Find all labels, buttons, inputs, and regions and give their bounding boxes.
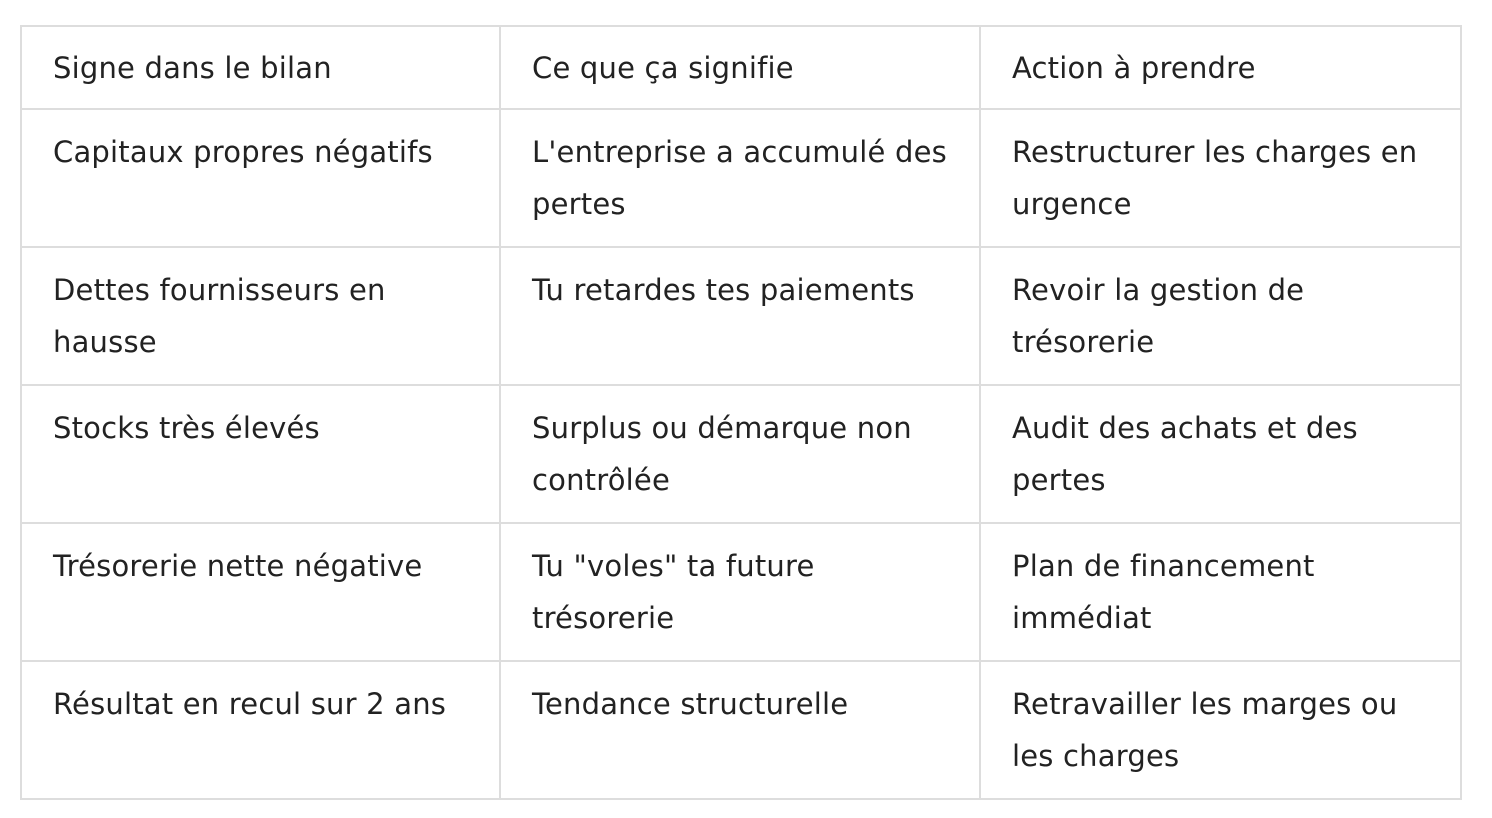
cell-signification: Tu retardes tes paiements [500,247,980,385]
table-row [21,661,1461,799]
cell-signe: Dettes fournisseurs en hausse [21,247,500,385]
cell-signification: Surplus ou démarque non contrôlée [500,385,980,523]
cell-signification: Tu "voles" ta future trésorerie [500,523,980,661]
table-header-row [21,26,1461,109]
header-signe: Signe dans le bilan [21,26,500,109]
table-row [21,247,1461,385]
diagnostic-table-container [20,25,1462,800]
table-row [21,109,1461,247]
cell-signe: Trésorerie nette négative [21,523,500,661]
cell-action: Retravailler les marges ou les charges [980,661,1461,799]
cell-signification: L'entreprise a accumulé des pertes [500,109,980,247]
cell-signe: Résultat en recul sur 2 ans [21,661,500,799]
cell-signe: Stocks très élevés [21,385,500,523]
table-row [21,385,1461,523]
cell-action: Plan de financement immédiat [980,523,1461,661]
table-row [21,523,1461,661]
cell-action: Restructurer les charges en urgence [980,109,1461,247]
cell-action: Audit des achats et des pertes [980,385,1461,523]
diagnostic-table [20,25,1462,800]
header-signification: Ce que ça signifie [500,26,980,109]
header-action: Action à prendre [980,26,1461,109]
cell-signification: Tendance structurelle [500,661,980,799]
cell-action: Revoir la gestion de trésorerie [980,247,1461,385]
cell-signe: Capitaux propres négatifs [21,109,500,247]
